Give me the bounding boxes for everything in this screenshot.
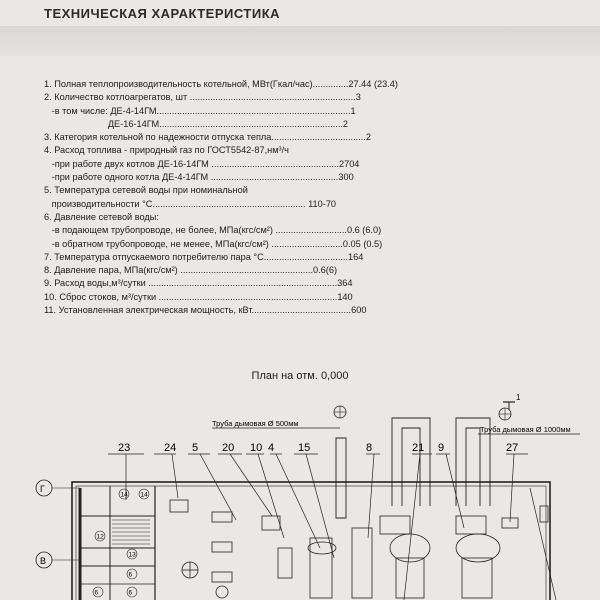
header-band [0,26,600,56]
position-number: 4 [268,442,275,454]
position-number: 20 [222,442,235,454]
spec-row: 8. Давление пара, МПа(кгс/см²) ....................................................0.6(6) [44,265,338,276]
position-number: 5 [192,442,199,454]
flue-duct-middle [392,418,430,506]
position-number: 23 [118,442,131,454]
plan-title: План на отм. 0,000 [251,370,349,382]
spec-row: -при работе одного котла ДЕ-4-14ГМ ..................................................300 [44,172,354,183]
page-title: ТЕХНИЧЕСКАЯ ХАРАКТЕРИСТИКА [44,6,281,21]
room-tag-number: 14 [120,491,128,499]
spec-row: 1. Полная теплопроизводительность котельной, МВт(Гкал/час)..............27.44 (23.4) [44,79,398,89]
chimney-right-label: Труба дымовая Ø 1000мм [480,425,571,434]
position-number: 24 [164,442,177,454]
staircase [112,520,150,544]
position-number: 8 [366,442,373,454]
position-number: 15 [298,442,311,454]
chimney-left-label: Труба дымовая Ø 500мм [212,419,299,428]
spec-row: 2. Количество котлоагрегатов, шт .................................................................3 [44,92,361,103]
spec-row: 5. Температура сетевой воды при номинальной [44,185,248,196]
spec-row: -при работе двух котлов ДЕ-16-14ГМ ..................................................2704 [44,158,360,169]
position-numbers [118,442,518,454]
room-tags [93,489,149,597]
spec-row: 6. Давление сетевой воды: [44,211,159,222]
room-tag-number: 14 [140,491,148,499]
spec-row: 11. Установленная электрическая мощность, кВт.......................................600 [44,305,367,316]
spec-row: ДЕ-16-14ГМ........................................................................2 [44,118,349,129]
spec-row: -в том числе: ДЕ-4-14ГМ............................................................................1 [44,105,356,116]
spec-row: -в подающем трубопроводе, не более, МПа(кгс/см²) ............................0.6 (6.0) [44,225,382,236]
position-number: 27 [506,442,519,454]
spec-list [44,78,564,317]
room-tag-number: 13 [128,551,136,559]
room-tag-number: 12 [96,533,104,541]
spec-row: 9. Расход воды,м³/сутки ..........................................................................364 [44,278,353,289]
position-number: 9 [438,442,445,454]
spec-row: 3. Категория котельной по надежности отпуска тепла.....................................2 [44,132,371,143]
equipment [170,500,548,598]
spec-row: -в обратном трубопроводе, не менее, МПа(кгс/см²) ............................0.05 (0.5) [44,238,383,249]
axis-g-label: Г [40,484,45,494]
leader-lines [108,454,528,600]
axis-v-label: В [40,556,47,566]
room-tag-number: 6 [128,589,133,597]
spec-row: 10. Сброс стоков, м³/сутки ......................................................................140 [44,291,353,302]
spec-row: 7. Температура отпускаемого потребителю пара °С.................................164 [44,251,364,262]
flue-duct-left [336,438,346,518]
building-walls [72,482,556,600]
spec-row: 4. Расход топлива - природный газ по ГОСТ5542-87,нм³/ч [44,145,289,156]
position-number: 10 [250,442,263,454]
spec-row: производительности °С............................................................ 110-70 [44,198,337,209]
section-mark: 1 [516,393,521,402]
position-number: 21 [412,442,425,454]
room-tag-number: 6 [128,571,133,579]
room-tag-number: 6 [94,589,99,597]
floor-plan-drawing [0,388,600,600]
